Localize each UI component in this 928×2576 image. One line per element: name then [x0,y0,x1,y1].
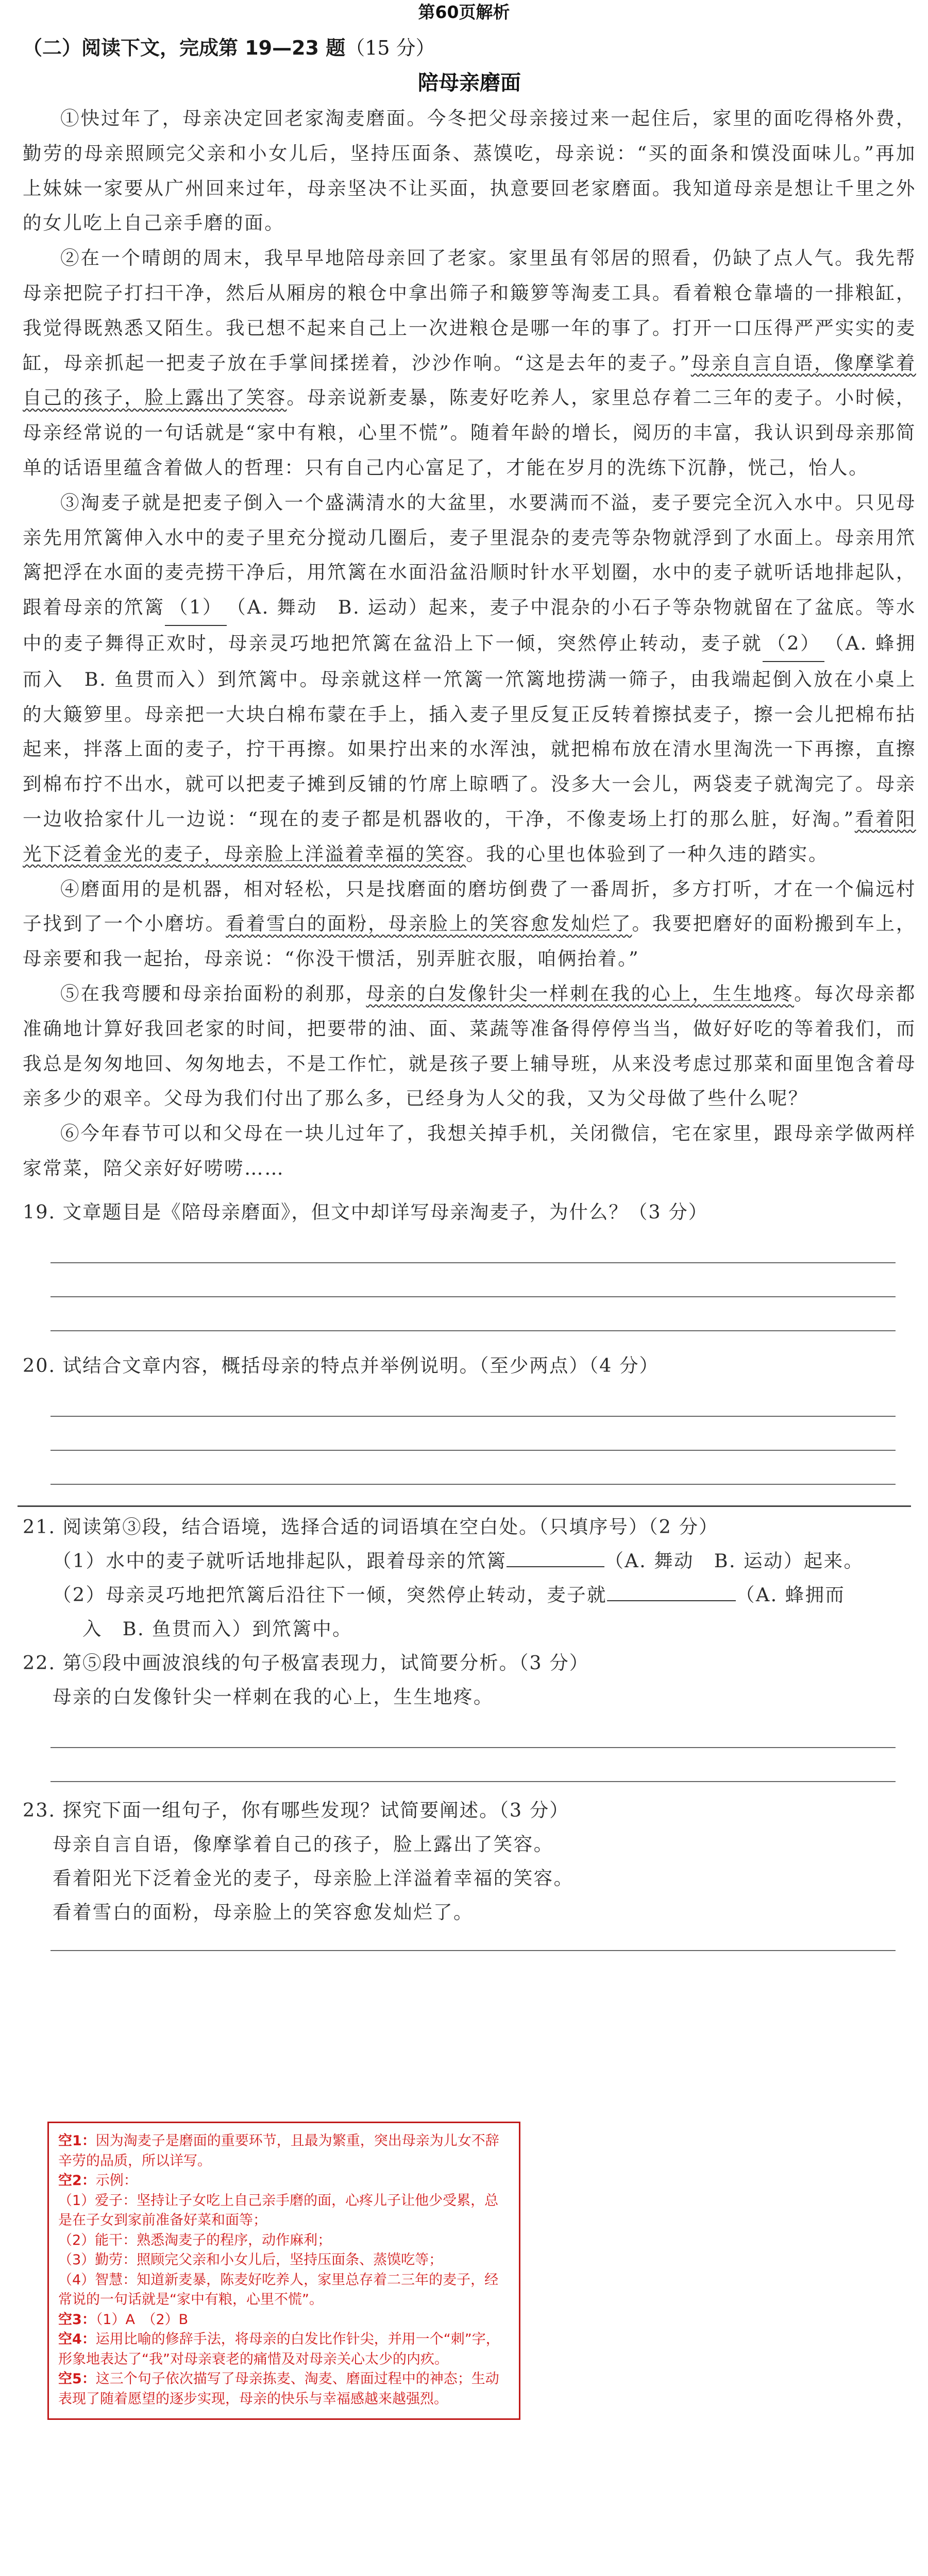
answer-line [50,1929,896,1951]
paragraph-4 [23,872,916,976]
section-points: （15 分） [345,37,435,59]
paragraph-2-text-a: ②在一个晴朗的周末，我早早地陪母亲回了老家。家里虽有邻居的照看，仍缺了点人气。我先帮母亲把院子打扫干净，然后从厢房的粮仓中拿出筛子和簸箩等淘麦工具。看着粮仓靠墙的一排粮缸，我觉得既熟悉又陌生。我已想不起来自己上一次进粮仓是哪一年的事了。打开一口压得严严实实的麦缸，母亲抓起一把麦子放在手掌间揉搓着，沙沙作响。“这是去年的麦子。” [23,247,916,374]
answer-line [50,1263,896,1297]
answer-1-text: 因为淘麦子是磨面的重要环节，且最为繁重，突出母亲为儿女不辞辛劳的品质，所以详写。 [58,2133,499,2169]
section-header-text: （二）阅读下文，完成第 19—23 题 [23,37,346,59]
question-23-sentence-3: 看着雪白的面粉，母亲脸上的笑容愈发灿烂了。 [53,1901,474,1923]
answer-4-text: 运用比喻的修辞手法，将母亲的白发比作针尖，并用一个“刺”字，形象地表达了“我”对母亲衰老的痛惜及对母亲关心太少的内疚。 [58,2331,500,2367]
question-21 [23,1510,916,1646]
question-23 [23,1793,916,1951]
answer-line [50,1297,896,1331]
question-23-sentence-1: 母亲自言自语，像摩挲着自己的孩子，脸上露出了笑容。 [53,1833,554,1855]
answer-2-item-2: （2）能干：熟悉淘麦子的程序，动作麻利； [58,2232,332,2248]
answer-4 [58,2330,510,2369]
paragraph-5-text-a: ⑤在我弯腰和母亲抬面粉的刹那， [60,982,366,1005]
wavy-sentence-3: 看着雪白的面粉，母亲脸上的笑容愈发灿烂了 [226,912,632,935]
question-21-item-1-options: （A. 舞动 B. 运动）起来。 [604,1549,864,1572]
answer-line [50,1417,896,1451]
paragraph-6: ⑥今年春节可以和父母在一块儿过年了，我想关掉手机，关闭微信，宅在家里，跟母亲学做两样家常菜，陪父亲好好唠唠…… [23,1122,916,1179]
paragraph-4-text-b: 。我要把磨好的面粉搬到车上，母亲要和我一起抬，母亲说：“你没干惯活，别弄脏衣服，咱俩抬着。” [23,912,917,970]
fill-blank[interactable] [607,1600,736,1601]
paragraph-3-text-d: 。我的心里也体验到了一种久违的踏实。 [466,842,829,865]
answer-line [50,1383,896,1417]
question-21-item-1 [23,1544,916,1578]
answer-3 [58,2310,510,2330]
blank-1: （1） [165,590,227,626]
section-header [23,33,916,63]
answer-4-label: 空4： [58,2331,96,2347]
question-22-text: 22. 第⑤段中画波浪线的句子极富表现力，试简要分析。（3 分） [23,1651,589,1674]
question-19 [23,1195,916,1331]
answer-1-label: 空1： [58,2133,96,2149]
question-21-item-2 [23,1578,916,1612]
answer-2-item-3: （3）勤劳：照顾完父亲和小女儿后，坚持压面条、蒸馍吃等； [58,2252,443,2268]
answer-2 [58,2171,510,2191]
article-body [23,101,916,1186]
paragraph-3-text-b: （A. 舞动 B. 运动）起来，麦子中混杂的小石子等杂物就留在了盆底。等水中的麦子舞得正欢时，母亲灵巧地把笊篱在盆沿上下一倾，突然停止转动，麦子就 [23,596,916,654]
paragraph-4-text-a: ④磨面用的是机器，相对轻松，只是找磨面的磨坊倒费了一番周折，多方打听，才在一个偏远村子找到了一个小磨坊。 [23,877,916,935]
question-23-text: 23. 探究下面一组句子，你有哪些发现？试简要阐述。（3 分） [23,1799,569,1821]
answer-5 [58,2369,510,2409]
question-21-item-2-text: （2）母亲灵巧地把笊篱后沿往下一倾，突然停止转动，麦子就 [53,1583,607,1606]
answer-line [50,1229,896,1263]
answer-2-item-4: （4）智慧：知道新麦暴，陈麦好吃养人，家里总存着二三年的麦子，经常说的一句话就是“家中有粮，心里不慌”。 [58,2272,499,2308]
fill-blank[interactable] [507,1566,604,1567]
answer-line [50,1714,896,1748]
answer-line [50,1748,896,1782]
question-20-text: 20. 试结合文章内容，概括母亲的特点并举例说明。（至少两点）（4 分） [23,1354,659,1377]
question-21-item-1-text: （1）水中的麦子就听话地排起队，跟着母亲的笊篱 [53,1549,507,1572]
exercise-page [23,33,916,1951]
question-19-text: 19. 文章题目是《陪母亲磨面》，但文中却详写母亲淘麦子，为什么？（3 分） [23,1200,708,1223]
wavy-sentence-2: 看着阳光下泛着金光的麦子，母亲脸上洋溢着幸福的笑容 [23,807,916,865]
wavy-sentence-4: 母亲的白发像针尖一样刺在我的心上，生生地疼 [366,982,795,1005]
paragraph-3-text-c: （A. 蜂拥而入 B. 鱼贯而入）到笊篱中。母亲就这样一笊篱一笊篱地捞满一筛子，由我端起倒入放在小桌上的大簸箩里。母亲把一大块白棉布蒙在手上，插入麦子里反复正反转着擦拭麦子，擦一会儿把棉布拈起来，拌落上面的麦子，拧干再擦。如果拧出来的水浑浊，就把棉布放在清水里淘洗一下再擦，直擦到棉布拧不出水，就可以把麦子摊到反铺的竹席上晾晒了。没多大一会儿，两袋麦子就淘完了。母亲一边收拾家什儿一边说：“现在的麦子都是机器收的，干净，不像麦场上打的那么脏，好淘。” [23,632,916,830]
answer-2-item-1: （1）爱子：坚持让子女吃上自己亲手磨的面，心疼儿子让他少受累，总是在子女到家前准备好菜和面等； [58,2192,499,2228]
question-21-item-2-options-a: （A. 蜂拥而 [735,1583,846,1606]
answer-3-text: （1）A （2）B [95,2311,189,2328]
page-title: 第60页解析 [418,2,510,22]
paragraph-3 [23,485,916,872]
paragraph-2-text-b: 。母亲说新麦暴，陈麦好吃养人，家里总存着二三年的麦子。小时候，母亲经常说的一句话就是“家中有粮，心里不慌”。随着年龄的增长，阅历的丰富，我认识到母亲那简单的话语里蕴含着做人的哲理：只有自己内心富足了，才能在岁月的洗练下沉静，恍己，怡人。 [23,386,916,479]
paragraph-5-text-b: 。每次母亲都准确地计算好我回老家的时间，把要带的油、面、菜蔬等准备得停停当当，做好好吃的等着我们，而我总是匆匆地回、匆匆地去，不是工作忙，就是孩子要上辅导班，从来没考虑过那菜和面里饱含着母亲多少的艰辛。父母为我们付出了那么多，已经身为人父的我，又为父母做了些什么呢？ [23,982,916,1110]
question-22 [23,1646,916,1782]
article-title: 陪母亲磨面 [418,71,521,95]
question-21-item-2-cont: 入 B. 鱼贯而入）到笊篱中。 [82,1617,353,1640]
blank-2: （2） [763,626,824,662]
question-21-text: 21. 阅读第③段，结合语境，选择合适的词语填在空白处。（只填序号）（2 分） [23,1515,719,1538]
paragraph-2 [23,241,916,485]
answer-3-label: 空3： [58,2311,96,2328]
answer-5-text: 这三个句子依次描写了母亲拣麦、淘麦、磨面过程中的神态；生动表现了随着愿望的逐步实现，母亲的快乐与幸福感越来越强烈。 [58,2371,499,2407]
question-20 [23,1349,916,1485]
question-23-sentence-2: 看着阳光下泛着金光的麦子，母亲脸上洋溢着幸福的笑容。 [53,1867,574,1889]
answer-5-label: 空5： [58,2371,96,2387]
answer-line [50,1451,896,1485]
answer-2-label: 空2： [58,2173,96,2189]
answer-2-intro: 示例： [95,2173,138,2189]
paragraph-5 [23,976,916,1116]
question-22-quote: 母亲的白发像针尖一样刺在我的心上，生生地疼。 [53,1685,494,1708]
wavy-sentence-1: 母亲自言自语，像摩挲着自己的孩子，脸上露出了笑容 [23,351,916,409]
answer-key-box [47,2122,520,2420]
paragraph-1: ①快过年了，母亲决定回老家淘麦磨面。今冬把父母亲接过来一起住后，家里的面吃得格外费，勤劳的母亲照顾完父亲和小女儿后，坚持压面条、蒸馍吃，母亲说：“买的面条和馍没面味儿。”再加上妹妹一家要从广州回来过年，母亲坚决不让买面，执意要回老家磨面。我知道母亲是想让千里之外的女儿吃上自己亲手磨的面。 [23,107,916,234]
answer-1 [58,2131,510,2171]
paragraph-3-text-a: ③淘麦子就是把麦子倒入一个盛满清水的大盆里，水要满而不溢，麦子要完全沉入水中。只见母亲先用笊篱伸入水中的麦子里充分搅动几圈后，麦子里混杂的麦壳等杂物就浮到了水面上。母亲用笊篱把浮在水面的麦壳捞干净后，用笊篱在水面沿盆沿顺时针水平划圈，水中的麦子就听话地排起队，跟着母亲的笊篱 [23,491,916,619]
section-divider [18,1505,911,1507]
